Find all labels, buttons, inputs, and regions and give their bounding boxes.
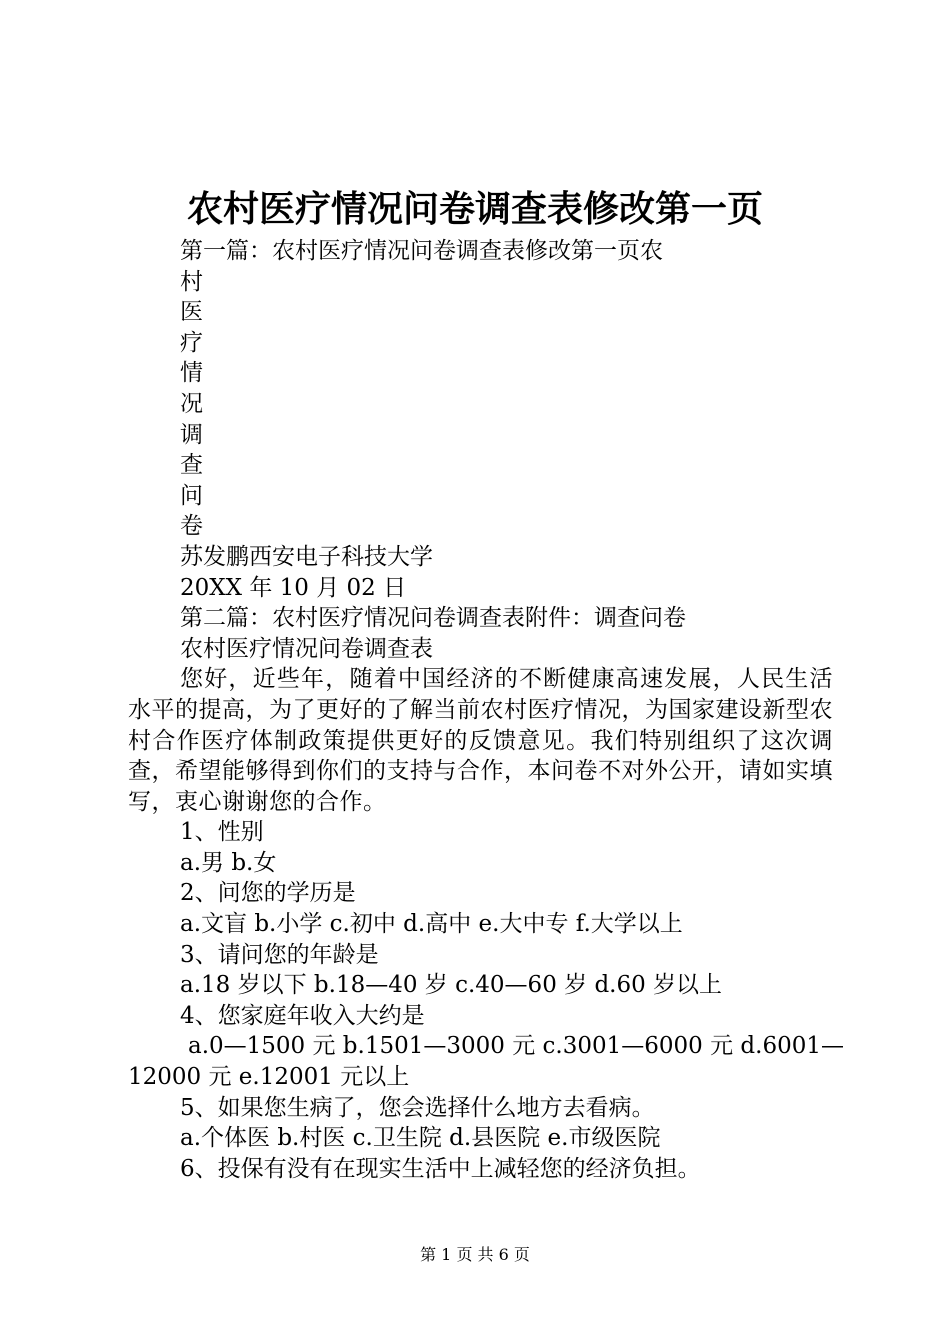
survey-title: 农村医疗情况问卷调查表 — [180, 635, 433, 662]
question-1: 1、性别 — [180, 819, 264, 846]
question-6: 6、投保有没有在现实生活中上减轻您的经济负担。 — [180, 1155, 701, 1182]
vertical-char: 情 — [180, 360, 203, 387]
question-2: 2、问您的学历是 — [180, 880, 356, 907]
document-body — [128, 236, 844, 1184]
page-footer: 第 1 页 共 6 页 — [420, 1245, 530, 1264]
question-4: 4、您家庭年收入大约是 — [180, 1002, 425, 1029]
vertical-char: 问 — [180, 482, 203, 509]
part1-heading: 第一篇：农村医疗情况问卷调查表修改第一页农 — [180, 238, 663, 264]
question-2-options: a.文盲 b.小学 c.初中 d.高中 e.大中专 f.大学以上 — [180, 911, 683, 938]
question-5: 5、如果您生病了，您会选择什么地方去看病。 — [180, 1094, 655, 1121]
document-title: 农村医疗情况问卷调查表修改第一页 — [186, 188, 763, 230]
question-4-options-line1: a.0—1500 元 b.1501—3000 元 c.3001—6000 元 d.6001— — [188, 1033, 844, 1060]
vertical-char: 查 — [180, 452, 203, 479]
vertical-char: 况 — [180, 390, 203, 417]
vertical-char: 村 — [180, 268, 203, 295]
vertical-char: 医 — [180, 299, 203, 326]
vertical-char: 调 — [180, 421, 203, 448]
question-3: 3、请问您的年龄是 — [180, 941, 379, 968]
question-4-options-line2: 12000 元 e.12001 元以上 — [128, 1064, 410, 1091]
question-3-options: a.18 岁以下 b.18—40 岁 c.40—60 岁 d.60 岁以上 — [180, 972, 723, 999]
author-line: 苏发鹏西安电子科技大学 — [180, 543, 433, 570]
question-5-options: a.个体医 b.村医 c.卫生院 d.县医院 e.市级医院 — [180, 1125, 661, 1152]
vertical-char: 疗 — [180, 329, 203, 356]
date-line: 20XX 年 10 月 02 日 — [180, 574, 407, 601]
vertical-char: 卷 — [180, 513, 203, 540]
question-1-options: a.男 b.女 — [180, 849, 277, 876]
part2-heading: 第二篇：农村医疗情况问卷调查表附件：调查问卷 — [180, 605, 686, 632]
intro-paragraph: 您好，近些年，随着中国经济的不断健康高速发展，人民生活水平的提高，为了更好的了解当前农村医疗情况，为国家建设新型农村合作医疗体制政策提供更好的反馈意见。我们特别组织了这次调查，希望能够得到你们的支持与合作，本问卷不对外公开，请如实填写，衷心谢谢您的合作。 — [128, 666, 833, 815]
